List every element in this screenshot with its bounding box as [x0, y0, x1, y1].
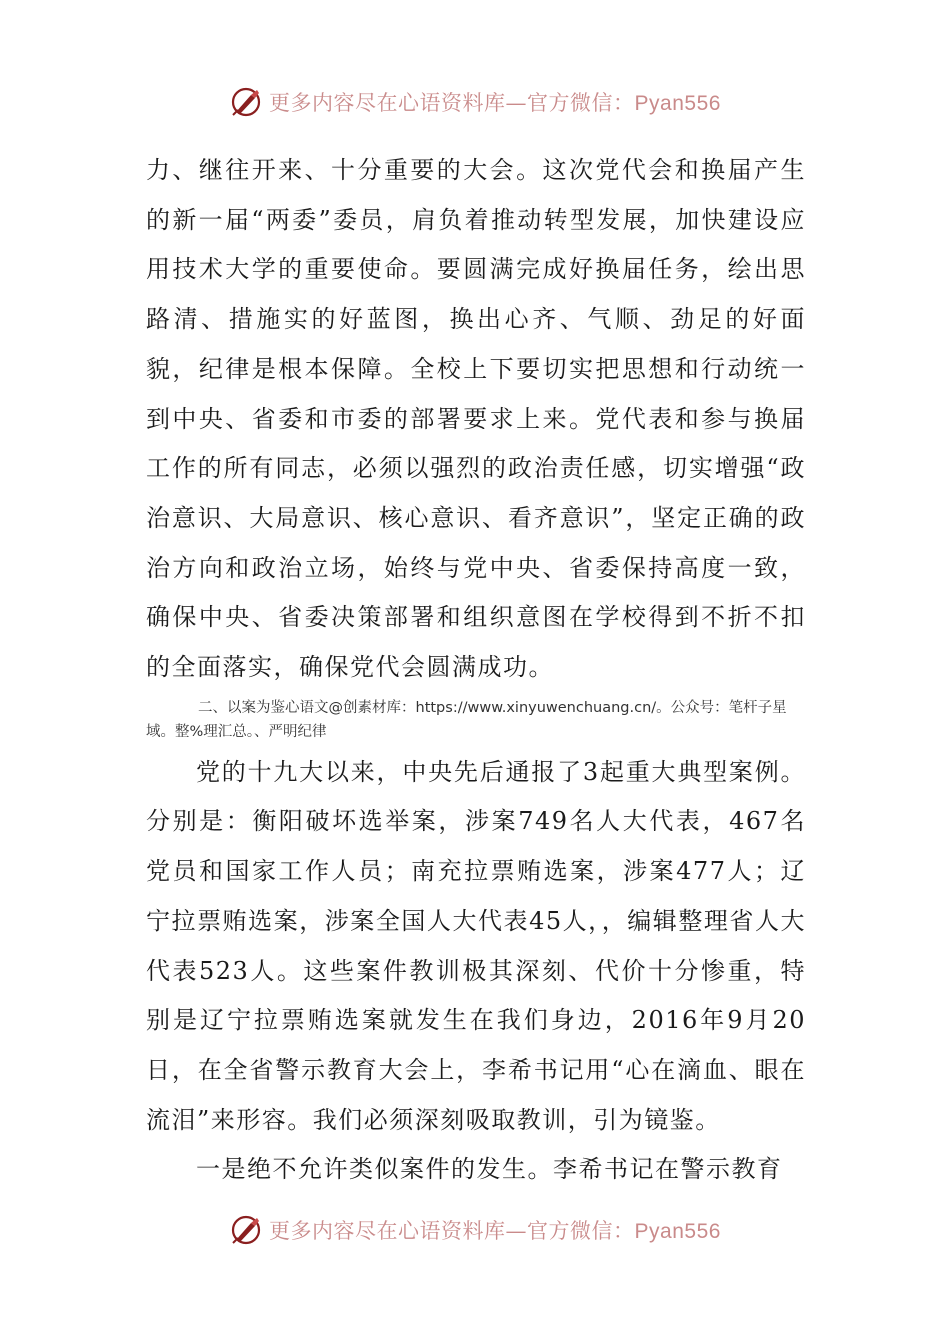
footer-banner — [0, 1210, 950, 1250]
header-banner-text: 更多内容尽在心语资料库—官方微信：Pyan556 — [269, 91, 721, 115]
paragraph-3: 一是绝不允许类似案件的发生。李希书记在警示教育 — [196, 1155, 783, 1184]
pen-nib-circle-icon — [229, 85, 263, 119]
header-banner-id: Pyan556 — [634, 92, 721, 115]
footer-banner-text: 更多内容尽在心语资料库—官方微信：Pyan556 — [269, 1219, 721, 1243]
footer-banner-id: Pyan556 — [634, 1220, 721, 1243]
section-heading-note: 二、以案为鉴心语文@创素材库：https://www.xinyuwenchuang.cn/。公众号：笔杆子星域。整%理汇总。、严明纪律 — [146, 699, 787, 740]
document-body — [146, 146, 806, 1195]
paragraph-1: 力、继往开来、十分重要的大会。这次党代会和换届产生的新一届“两委”委员，肩负着推动转型发展，加快建设应用技术大学的重要使命。要圆满完成好换届任务，绘出思路清、措施实的好蓝图，换出心齐、气顺、劲足的好面貌，纪律是根本保障。全校上下要切实把思想和行动统一到中央、省委和市委的部署要求上来。党代表和参与换届工作的所有同志，必须以强烈的政治责任感，切实增强“政治意识、大局意识、核心意识、看齐意识”，坚定正确的政治方向和政治立场，始终与党中央、省委保持高度一致，确保中央、省委决策部署和组织意图在学校得到不折不扣的全面落实，确保党代会圆满成功。 — [146, 156, 806, 682]
paragraph-2: 党的十九大以来，中央先后通报了3起重大典型案例。分别是：衡阳破坏选举案，涉案749名人大代表，467名党员和国家工作人员；南充拉票贿选案，涉案477人；辽宁拉票贿选案，涉案全国人大代表45人，，编辑整理省人大代表523人。这些案件教训极其深刻、代价十分惨重，特别是辽宁拉票贿选案就发生在我们身边，2016年9月20日，在全省警示教育大会上，李希书记用“心在滴血、眼在流泪”来形容。我们必须深刻吸取教训，引为镜鉴。 — [146, 757, 806, 1134]
pen-nib-circle-icon — [229, 1213, 263, 1247]
header-banner — [0, 82, 950, 122]
